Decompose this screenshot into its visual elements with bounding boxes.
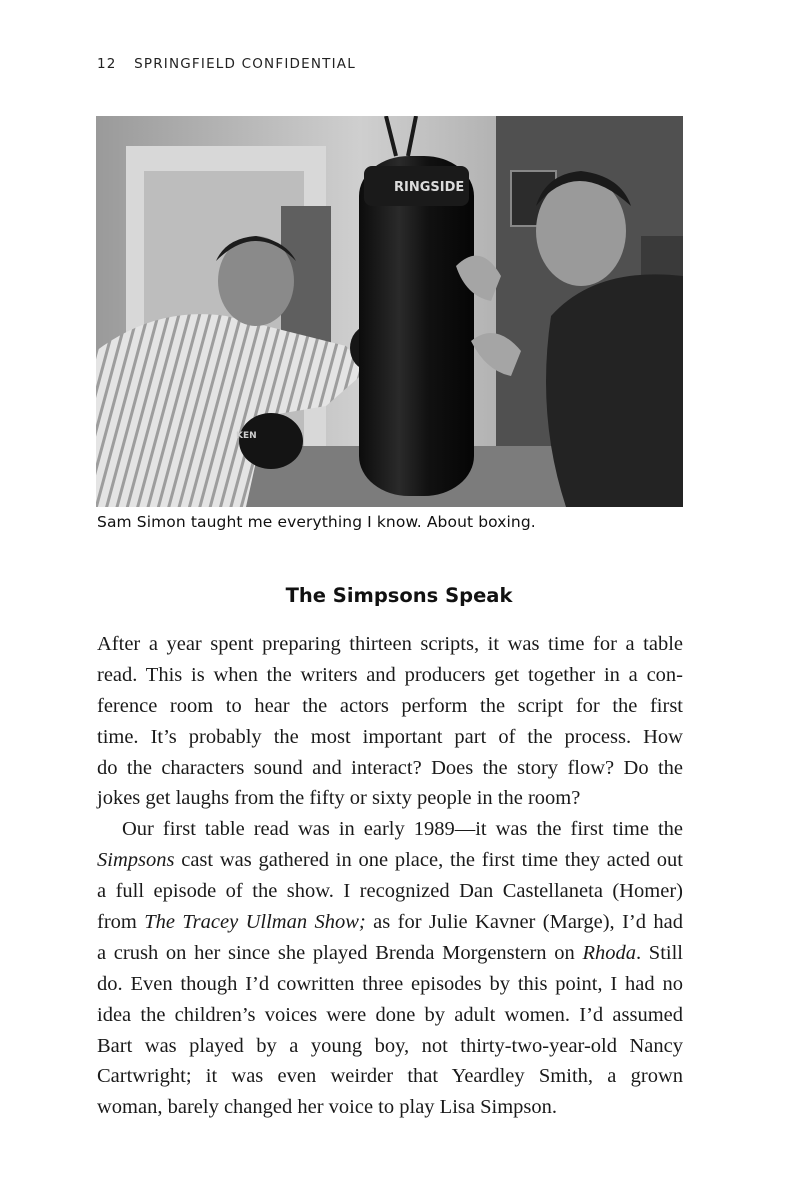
text-line: Simpsons cast was gathered in one place, the first time they acted out xyxy=(97,849,683,872)
text-line: do. Even though I’d cowritten three episodes by this point, I had no xyxy=(97,972,683,995)
text-line: After a year spent preparing thirteen scripts, it was time for a table xyxy=(97,633,683,655)
bag-brand-text: RINGSIDE xyxy=(394,180,465,195)
text-line: Cartwright; it was even weirder that Yeardley Smith, a grown xyxy=(97,1065,683,1088)
running-head xyxy=(97,56,356,72)
text-line: read. This is when the writers and producers get together in a con- xyxy=(97,663,683,686)
text-line: jokes get laughs from the fifty or sixty people in the room? xyxy=(97,787,581,810)
page-number: 12 xyxy=(97,56,117,72)
text-line: time. It’s probably the most important part of the process. How xyxy=(97,725,683,748)
book-title: SPRINGFIELD CONFIDENTIAL xyxy=(134,56,356,72)
text-line: ference room to hear the actors perform the script for the first xyxy=(97,694,683,717)
boxing-photo xyxy=(96,116,683,507)
text-line: a full episode of the show. I recognized Dan Castellaneta (Homer) xyxy=(97,880,683,903)
text-line: from The Tracey Ullman Show; as for Julie Kavner (Marge), I’d had xyxy=(97,911,683,934)
text-line: do the characters sound and interact? Does the story flow? Do the xyxy=(97,756,683,779)
text-line: woman, barely changed her voice to play Lisa Simpson. xyxy=(97,1096,557,1119)
body-text xyxy=(97,629,683,1123)
text-line: idea the children’s voices were done by adult women. I’d assumed xyxy=(97,1003,683,1026)
section-title: The Simpsons Speak xyxy=(285,584,513,607)
text-line: a crush on her since she played Brenda Morgenstern on Rhoda. Still xyxy=(97,941,683,964)
text-line: Bart was played by a young boy, not thirty-two-year-old Nancy xyxy=(97,1034,683,1057)
photo-caption: Sam Simon taught me everything I know. About boxing. xyxy=(97,513,536,531)
text-line: Our first table read was in early 1989—it was the first time the xyxy=(122,818,683,841)
glove-brand-text: KEN xyxy=(236,431,257,441)
